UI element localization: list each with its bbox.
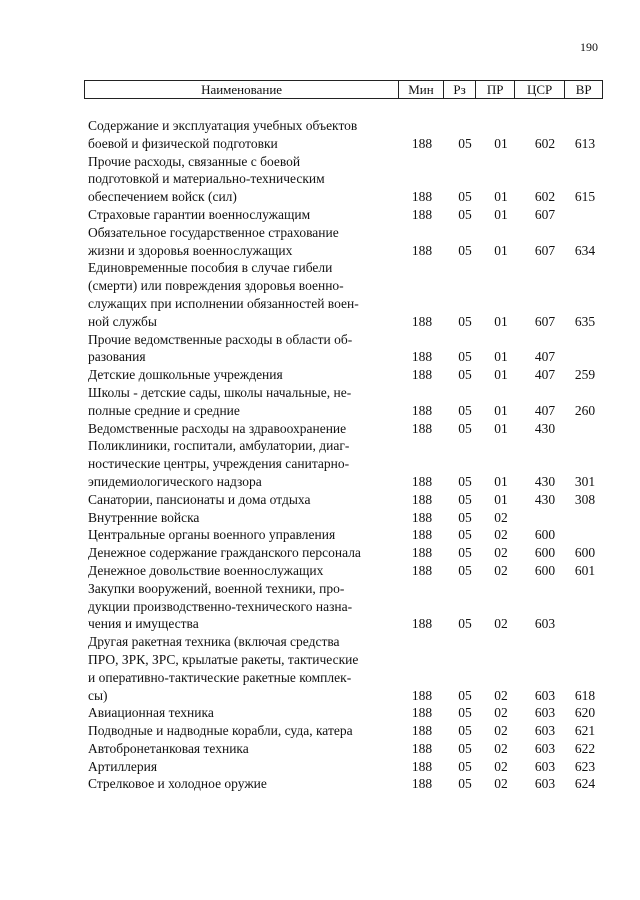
row-name bbox=[88, 224, 400, 260]
row-pr: 01 bbox=[494, 189, 508, 205]
row-name bbox=[88, 206, 400, 224]
row-rz: 05 bbox=[458, 349, 472, 365]
row-min: 188 bbox=[411, 135, 433, 151]
row-min: 188 bbox=[411, 616, 433, 632]
row-pr: 02 bbox=[494, 687, 508, 703]
row-name bbox=[88, 562, 400, 580]
row-rz: 05 bbox=[458, 189, 472, 205]
row-csr: 603 bbox=[534, 758, 556, 774]
row-name bbox=[88, 117, 400, 153]
row-rz: 05 bbox=[458, 705, 472, 721]
row-min: 188 bbox=[411, 740, 433, 756]
row-name bbox=[88, 740, 400, 758]
row-name bbox=[88, 704, 400, 722]
table-row bbox=[88, 544, 608, 562]
row-name-line: ной службы bbox=[88, 313, 157, 329]
table-row bbox=[88, 437, 608, 490]
row-csr: 430 bbox=[534, 420, 556, 436]
row-pr: 02 bbox=[494, 758, 508, 774]
row-name-line: Единовременные пособия в случае гибели bbox=[88, 260, 333, 276]
table-row bbox=[88, 366, 608, 384]
row-min: 188 bbox=[411, 545, 433, 561]
row-name-line: Ведомственные расходы на здравоохранение bbox=[88, 420, 347, 436]
row-name-line: разования bbox=[88, 349, 146, 365]
row-csr: 602 bbox=[534, 135, 556, 151]
row-csr: 603 bbox=[534, 616, 556, 632]
table-row bbox=[88, 384, 608, 420]
row-name-line: Санатории, пансионаты и дома отдыха bbox=[88, 491, 311, 507]
row-name-line: Артиллерия bbox=[88, 758, 158, 774]
row-rz: 05 bbox=[458, 135, 472, 151]
row-csr: 407 bbox=[534, 349, 556, 365]
row-vr: 621 bbox=[574, 723, 596, 739]
row-name-line: Детские дошкольные учреждения bbox=[88, 367, 283, 383]
row-vr: 259 bbox=[574, 367, 596, 383]
row-min: 188 bbox=[411, 705, 433, 721]
row-vr: 623 bbox=[574, 758, 596, 774]
row-rz: 05 bbox=[458, 473, 472, 489]
row-rz: 05 bbox=[458, 616, 472, 632]
row-vr: 601 bbox=[574, 562, 596, 578]
header-pr: ПР bbox=[476, 81, 515, 99]
table-row bbox=[88, 722, 608, 740]
table-row bbox=[88, 509, 608, 527]
row-name-line: жизни и здоровья военнослужащих bbox=[88, 242, 293, 258]
row-name-line: ПРО, ЗРК, ЗРС, крылатые ракеты, тактические bbox=[88, 651, 359, 667]
row-pr: 02 bbox=[494, 616, 508, 632]
row-min: 188 bbox=[411, 420, 433, 436]
row-min: 188 bbox=[411, 402, 433, 418]
row-vr: 635 bbox=[574, 313, 596, 329]
row-name-line: Автобронетанковая техника bbox=[88, 740, 249, 756]
row-min: 188 bbox=[411, 562, 433, 578]
row-min: 188 bbox=[411, 242, 433, 258]
row-csr: 430 bbox=[534, 491, 556, 507]
row-rz: 05 bbox=[458, 687, 472, 703]
row-name bbox=[88, 509, 400, 527]
row-vr: 618 bbox=[574, 687, 596, 703]
row-min: 188 bbox=[411, 206, 433, 222]
row-pr: 02 bbox=[494, 723, 508, 739]
row-min: 188 bbox=[411, 776, 433, 792]
row-pr: 01 bbox=[494, 420, 508, 436]
row-csr: 607 bbox=[534, 313, 556, 329]
row-name-line: эпидемиологического надзора bbox=[88, 473, 262, 489]
row-min: 188 bbox=[411, 687, 433, 703]
row-csr: 603 bbox=[534, 740, 556, 756]
row-min: 188 bbox=[411, 189, 433, 205]
row-pr: 02 bbox=[494, 740, 508, 756]
row-min: 188 bbox=[411, 313, 433, 329]
row-name bbox=[88, 366, 400, 384]
row-name-line: Центральные органы военного управления bbox=[88, 527, 336, 543]
row-pr: 02 bbox=[494, 776, 508, 792]
table-row bbox=[88, 580, 608, 633]
row-name-line: Поликлиники, госпитали, амбулатории, диаг- bbox=[88, 438, 350, 454]
row-min: 188 bbox=[411, 367, 433, 383]
row-name-line: Обязательное государственное страхование bbox=[88, 224, 339, 240]
row-pr: 02 bbox=[494, 545, 508, 561]
row-name bbox=[88, 580, 400, 633]
row-rz: 05 bbox=[458, 402, 472, 418]
table-row bbox=[88, 117, 608, 153]
row-rz: 05 bbox=[458, 562, 472, 578]
row-csr: 600 bbox=[534, 545, 556, 561]
row-name-line: Школы - детские сады, школы начальные, не- bbox=[88, 384, 352, 400]
row-rz: 05 bbox=[458, 527, 472, 543]
row-name-line: Страховые гарантии военнослужащим bbox=[88, 206, 311, 222]
table-row bbox=[88, 491, 608, 509]
row-name bbox=[88, 437, 400, 490]
row-rz: 05 bbox=[458, 313, 472, 329]
row-name bbox=[88, 259, 400, 330]
row-name bbox=[88, 722, 400, 740]
header-name: Наименование bbox=[85, 81, 399, 99]
row-csr: 407 bbox=[534, 402, 556, 418]
row-csr: 600 bbox=[534, 562, 556, 578]
row-name-line: Закупки вооружений, военной техники, про- bbox=[88, 580, 345, 596]
row-name-line: Другая ракетная техника (включая средства bbox=[88, 634, 340, 650]
row-rz: 05 bbox=[458, 242, 472, 258]
row-min: 188 bbox=[411, 723, 433, 739]
row-pr: 01 bbox=[494, 313, 508, 329]
row-vr: 600 bbox=[574, 545, 596, 561]
row-rz: 05 bbox=[458, 491, 472, 507]
table-body bbox=[88, 117, 608, 793]
row-csr: 600 bbox=[534, 527, 556, 543]
row-vr: 634 bbox=[574, 242, 596, 258]
row-rz: 05 bbox=[458, 740, 472, 756]
row-rz: 05 bbox=[458, 367, 472, 383]
table-row bbox=[88, 224, 608, 260]
row-pr: 01 bbox=[494, 491, 508, 507]
row-name-line: (смерти) или повреждения здоровья военно- bbox=[88, 278, 344, 294]
table-row bbox=[88, 526, 608, 544]
row-name-line: подготовкой и материально-техническим bbox=[88, 171, 325, 187]
table-row bbox=[88, 420, 608, 438]
row-rz: 05 bbox=[458, 545, 472, 561]
table-row bbox=[88, 633, 608, 704]
row-rz: 05 bbox=[458, 758, 472, 774]
table-row bbox=[88, 740, 608, 758]
row-name bbox=[88, 420, 400, 438]
row-rz: 05 bbox=[458, 509, 472, 525]
row-name-line: Стрелковое и холодное оружие bbox=[88, 776, 267, 792]
row-name-line: Денежное содержание гражданского персонала bbox=[88, 545, 361, 561]
table-row bbox=[88, 206, 608, 224]
row-csr: 407 bbox=[534, 367, 556, 383]
row-min: 188 bbox=[411, 509, 433, 525]
row-csr: 603 bbox=[534, 687, 556, 703]
header-rz: Рз bbox=[443, 81, 476, 99]
row-pr: 01 bbox=[494, 402, 508, 418]
row-name-line: Содержание и эксплуатация учебных объектов bbox=[88, 118, 358, 133]
row-name bbox=[88, 491, 400, 509]
page-number: 190 bbox=[580, 40, 598, 54]
row-name-line: сы) bbox=[88, 687, 108, 703]
row-name-line: боевой и физической подготовки bbox=[88, 135, 278, 151]
row-name-line: дукции производственно-технического назна- bbox=[88, 598, 353, 614]
row-pr: 01 bbox=[494, 473, 508, 489]
table-row bbox=[88, 704, 608, 722]
row-pr: 01 bbox=[494, 367, 508, 383]
row-min: 188 bbox=[411, 349, 433, 365]
row-csr: 607 bbox=[534, 242, 556, 258]
table-header bbox=[84, 80, 603, 99]
row-csr: 603 bbox=[534, 705, 556, 721]
row-name bbox=[88, 384, 400, 420]
row-pr: 01 bbox=[494, 135, 508, 151]
row-vr: 624 bbox=[574, 776, 596, 792]
row-rz: 05 bbox=[458, 206, 472, 222]
row-csr: 603 bbox=[534, 776, 556, 792]
row-name bbox=[88, 331, 400, 367]
row-pr: 02 bbox=[494, 527, 508, 543]
row-name-line: чения и имущества bbox=[88, 616, 199, 632]
row-name-line: Прочие расходы, связанные с боевой bbox=[88, 153, 301, 169]
header-min: Мин bbox=[399, 81, 444, 99]
row-name-line: Внутренние войска bbox=[88, 509, 200, 525]
row-name bbox=[88, 544, 400, 562]
row-min: 188 bbox=[411, 758, 433, 774]
row-name bbox=[88, 633, 400, 704]
row-csr: 603 bbox=[534, 723, 556, 739]
row-name-line: Подводные и надводные корабли, суда, катера bbox=[88, 723, 353, 739]
row-name bbox=[88, 526, 400, 544]
row-vr: 622 bbox=[574, 740, 596, 756]
row-name bbox=[88, 153, 400, 206]
table-row bbox=[88, 259, 608, 330]
row-vr: 613 bbox=[574, 135, 596, 151]
row-name-line: служащих при исполнении обязанностей воен- bbox=[88, 295, 359, 311]
header-vr: ВР bbox=[565, 81, 603, 99]
row-name-line: Авиационная техника bbox=[88, 705, 214, 721]
row-pr: 02 bbox=[494, 562, 508, 578]
row-csr: 607 bbox=[534, 206, 556, 222]
table-row bbox=[88, 153, 608, 206]
row-name-line: Прочие ведомственные расходы в области об- bbox=[88, 331, 353, 347]
row-min: 188 bbox=[411, 491, 433, 507]
row-min: 188 bbox=[411, 473, 433, 489]
row-pr: 02 bbox=[494, 509, 508, 525]
row-pr: 02 bbox=[494, 705, 508, 721]
row-name-line: и оперативно-тактические ракетные комплек- bbox=[88, 669, 352, 685]
row-pr: 01 bbox=[494, 349, 508, 365]
table-row bbox=[88, 775, 608, 793]
row-rz: 05 bbox=[458, 420, 472, 436]
row-csr: 602 bbox=[534, 189, 556, 205]
header-row bbox=[85, 81, 603, 99]
row-vr: 301 bbox=[574, 473, 596, 489]
row-vr: 620 bbox=[574, 705, 596, 721]
row-rz: 05 bbox=[458, 776, 472, 792]
row-name-line: обеспечением войск (сил) bbox=[88, 189, 237, 205]
table-row bbox=[88, 331, 608, 367]
row-vr: 308 bbox=[574, 491, 596, 507]
row-name-line: ностические центры, учреждения санитарно- bbox=[88, 456, 350, 472]
row-rz: 05 bbox=[458, 723, 472, 739]
row-vr: 260 bbox=[574, 402, 596, 418]
row-name-line: полные средние и средние bbox=[88, 402, 240, 418]
row-name-line: Денежное довольствие военнослужащих bbox=[88, 562, 324, 578]
row-pr: 01 bbox=[494, 242, 508, 258]
row-csr: 430 bbox=[534, 473, 556, 489]
row-min: 188 bbox=[411, 527, 433, 543]
row-name bbox=[88, 758, 400, 776]
row-vr: 615 bbox=[574, 189, 596, 205]
table-row bbox=[88, 758, 608, 776]
table-row bbox=[88, 562, 608, 580]
header-csr: ЦСР bbox=[514, 81, 564, 99]
row-name bbox=[88, 775, 400, 793]
row-pr: 01 bbox=[494, 206, 508, 222]
